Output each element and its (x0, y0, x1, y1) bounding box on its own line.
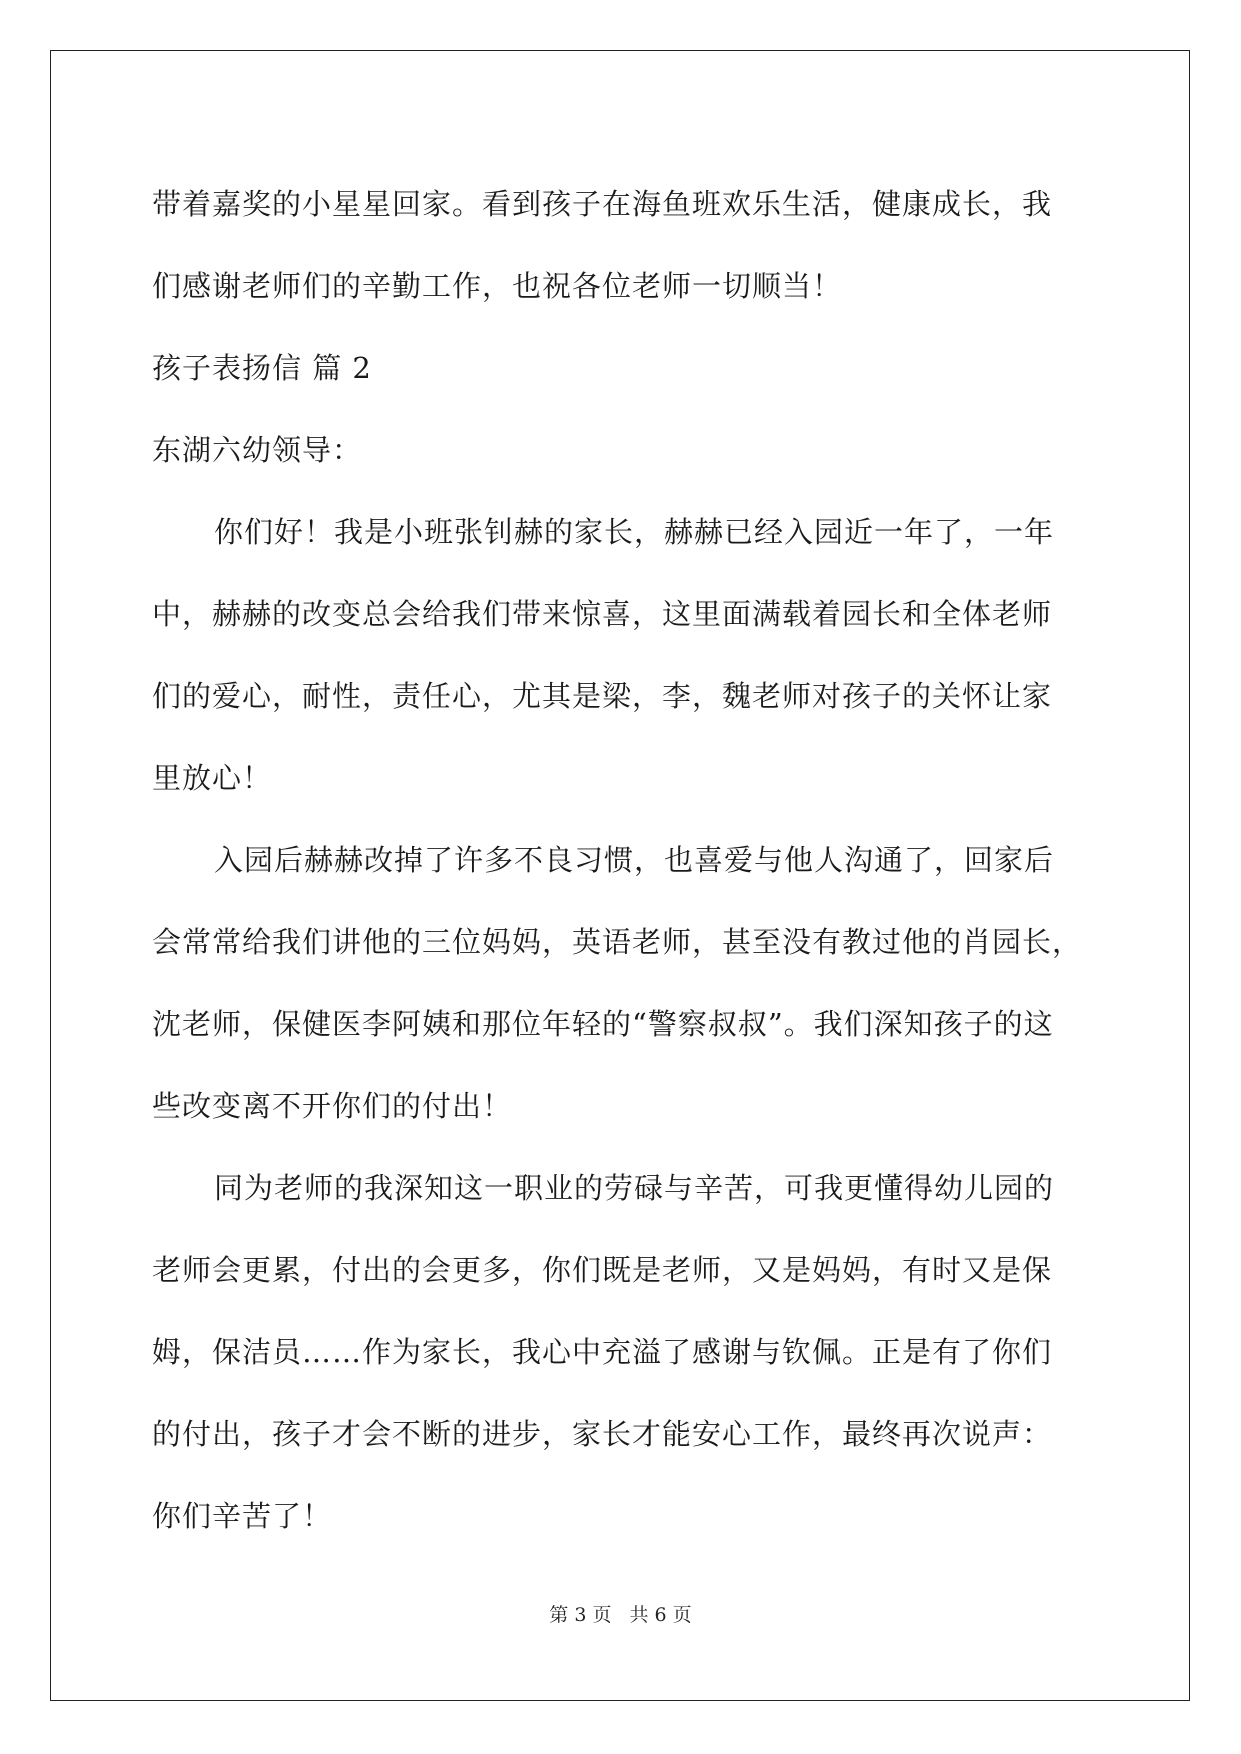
text-line-1: 带着嘉奖的小星星回家。看到孩子在海鱼班欢乐生活，健康成长，我 (152, 187, 1053, 221)
text-line-11: 沈老师，保健医李阿姨和那位年轻的“警察叔叔”。我们深知孩子的这 (152, 1007, 1054, 1041)
document-body (152, 163, 1092, 1557)
text-line-12: 些改变离不开你们的付出！ (152, 1089, 513, 1123)
text-line-7: 们的爱心，耐性，责任心，尤其是梁，李，魏老师对孩子的关怀让家 (152, 679, 1053, 713)
total-pages-label: 共 6 页 (629, 1604, 692, 1626)
current-page-label: 第 3 页 (549, 1604, 612, 1626)
text-line-15: 姆，保洁员……作为家长，我心中充溢了感谢与钦佩。正是有了你们 (152, 1335, 1053, 1369)
page-footer (0, 1600, 1241, 1627)
text-line-6: 中，赫赫的改变总会给我们带来惊喜，这里面满载着园长和全体老师 (152, 597, 1053, 631)
text-line-5: 你们好！我是小班张钊赫的家长，赫赫已经入园近一年了，一年 (214, 515, 1055, 549)
text-line-17: 你们辛苦了！ (152, 1499, 333, 1533)
text-line-13: 同为老师的我深知这一职业的劳碌与辛苦，可我更懂得幼儿园的 (214, 1171, 1055, 1205)
section-heading: 孩子表扬信 篇 2 (152, 351, 372, 385)
text-line-10: 会常常给我们讲他的三位妈妈，英语老师，甚至没有教过他的肖园长， (152, 925, 1083, 959)
salutation: 东湖六幼领导： (152, 433, 363, 467)
text-line-16: 的付出，孩子才会不断的进步，家长才能安心工作，最终再次说声： (152, 1417, 1053, 1451)
text-line-8: 里放心！ (152, 761, 273, 795)
text-line-9: 入园后赫赫改掉了许多不良习惯，也喜爱与他人沟通了，回家后 (214, 843, 1055, 877)
text-line-2: 们感谢老师们的辛勤工作，也祝各位老师一切顺当！ (152, 269, 843, 303)
text-line-14: 老师会更累，付出的会更多，你们既是老师，又是妈妈，有时又是保 (152, 1253, 1053, 1287)
